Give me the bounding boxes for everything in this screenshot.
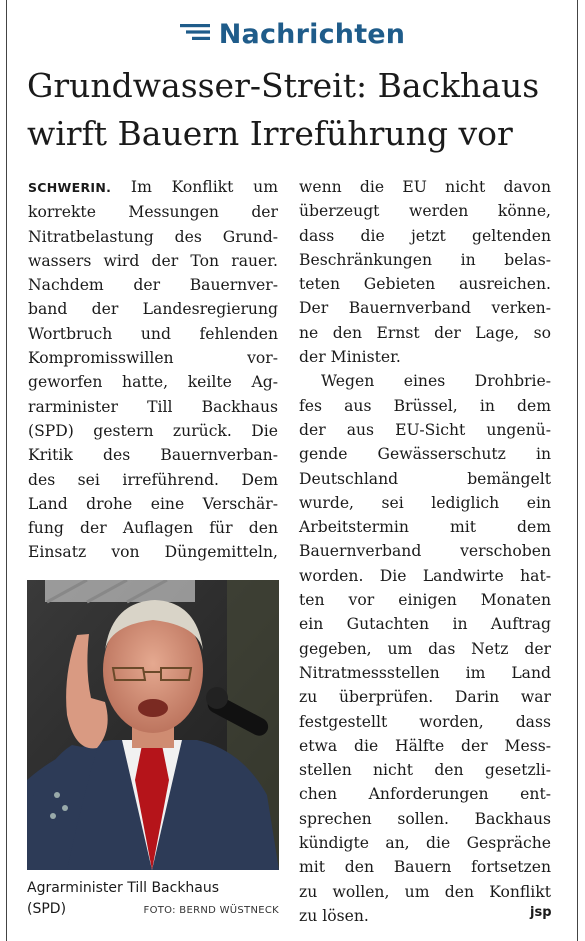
column-rule-right [577, 0, 578, 941]
article-line: zu wollen, um den Konflikt [299, 882, 551, 901]
article-line: kündigte an, die Gespräche [299, 834, 551, 853]
column-rule-left [6, 0, 7, 941]
headline [27, 62, 567, 158]
article-line: stellen nicht den gesetzli- [299, 761, 551, 780]
article-line: Der Bauernverband verken- [299, 299, 551, 318]
dateline: SCHWERIN. [28, 180, 112, 195]
article-line: mit den Bauern fortsetzen [299, 858, 551, 877]
caption-text: Agrarminister Till Backhaus [27, 880, 220, 896]
article-line: gende Gewässerschutz in [299, 445, 551, 464]
article-line: etwa die Hälfte der Mess- [299, 736, 551, 755]
article-line: gegeben, um das Netz der [299, 639, 551, 658]
article-line: Bauernverband verschoben [299, 542, 551, 561]
article-line: Kritik des Bauernverban- [28, 446, 278, 465]
article-line: Kompromisswillen vor- [28, 349, 278, 368]
article-line: zu überprüfen. Darin war [299, 688, 551, 707]
article-line: zu lösen. [299, 906, 369, 925]
article-line: worden. Die Landwirte hat- [299, 566, 551, 585]
article-line: Land drohe eine Verschär- [28, 494, 278, 513]
article-line: wurde, sei lediglich ein [299, 493, 551, 512]
article-line: Nitratmessstellen im Land [299, 663, 551, 682]
article-line: rarminister Till Backhaus [28, 397, 278, 416]
article-line: Nitratbelastung des Grund- [28, 227, 278, 246]
article-line: fung der Auflagen für den [28, 519, 278, 538]
article-column-right [299, 175, 551, 928]
article-line: Beschränkungen in belas- [299, 250, 551, 269]
article-line: chen Anforderungen ent- [299, 785, 551, 804]
headline-line: wirft Bauern Irreführung vor [27, 114, 513, 153]
article-line: festgestellt worden, dass [299, 712, 551, 731]
caption-text: (SPD) [27, 901, 67, 917]
article-line: ne den Ernst der Lage, so [299, 323, 551, 342]
article-line: dass die jetzt geltenden [299, 226, 551, 245]
article-line: Wortbruch und fehlenden [28, 324, 278, 343]
article-line: sprechen sollen. Backhaus [299, 809, 551, 828]
article-line: wenn die EU nicht davon [299, 178, 551, 196]
article-line: Arbeitstermin mit dem [299, 518, 551, 537]
section-bars-icon [180, 23, 210, 45]
section-header [0, 14, 585, 54]
author-initials: jsp [530, 905, 552, 920]
article-line: wassers wird der Ton rauer. [28, 251, 278, 270]
article-line: des sei irreführend. Dem [28, 470, 278, 489]
article-line: Nachdem der Bauernver- [28, 276, 278, 295]
article-line: Deutschland bemängelt [299, 469, 551, 488]
headline-line: Grundwasser-Streit: Backhaus [27, 66, 540, 105]
article-line: ein Gutachten in Auftrag [299, 615, 551, 634]
section-title: Nachrichten [218, 18, 406, 50]
article-line: geworfen hatte, keilte Ag- [28, 373, 278, 392]
backhaus-photo [27, 580, 279, 870]
article-line: überzeugt werden könne, [299, 202, 551, 221]
article-line: korrekte Messungen der [28, 203, 278, 222]
article-line: Einsatz von Düngemitteln, [28, 543, 278, 562]
photo-credit: FOTO: BERND WÜSTNECK [143, 905, 279, 916]
article-line: fes aus Brüssel, in dem [299, 396, 551, 415]
article-line: (SPD) gestern zurück. Die [28, 421, 278, 440]
article-line: der aus EU-Sicht ungenü- [299, 420, 551, 439]
article-line: der Minister. [299, 348, 401, 367]
photo-caption [27, 878, 279, 921]
article-line: band der Landesregierung [28, 300, 278, 319]
article-line: SCHWERIN. Im Konflikt um [28, 178, 278, 196]
article-line: ten vor einigen Monaten [299, 591, 551, 610]
article-line: Wegen eines Drohbrie- [321, 372, 551, 391]
article-column-left [28, 175, 278, 565]
article-line: teten Gebieten ausreichen. [299, 275, 551, 294]
